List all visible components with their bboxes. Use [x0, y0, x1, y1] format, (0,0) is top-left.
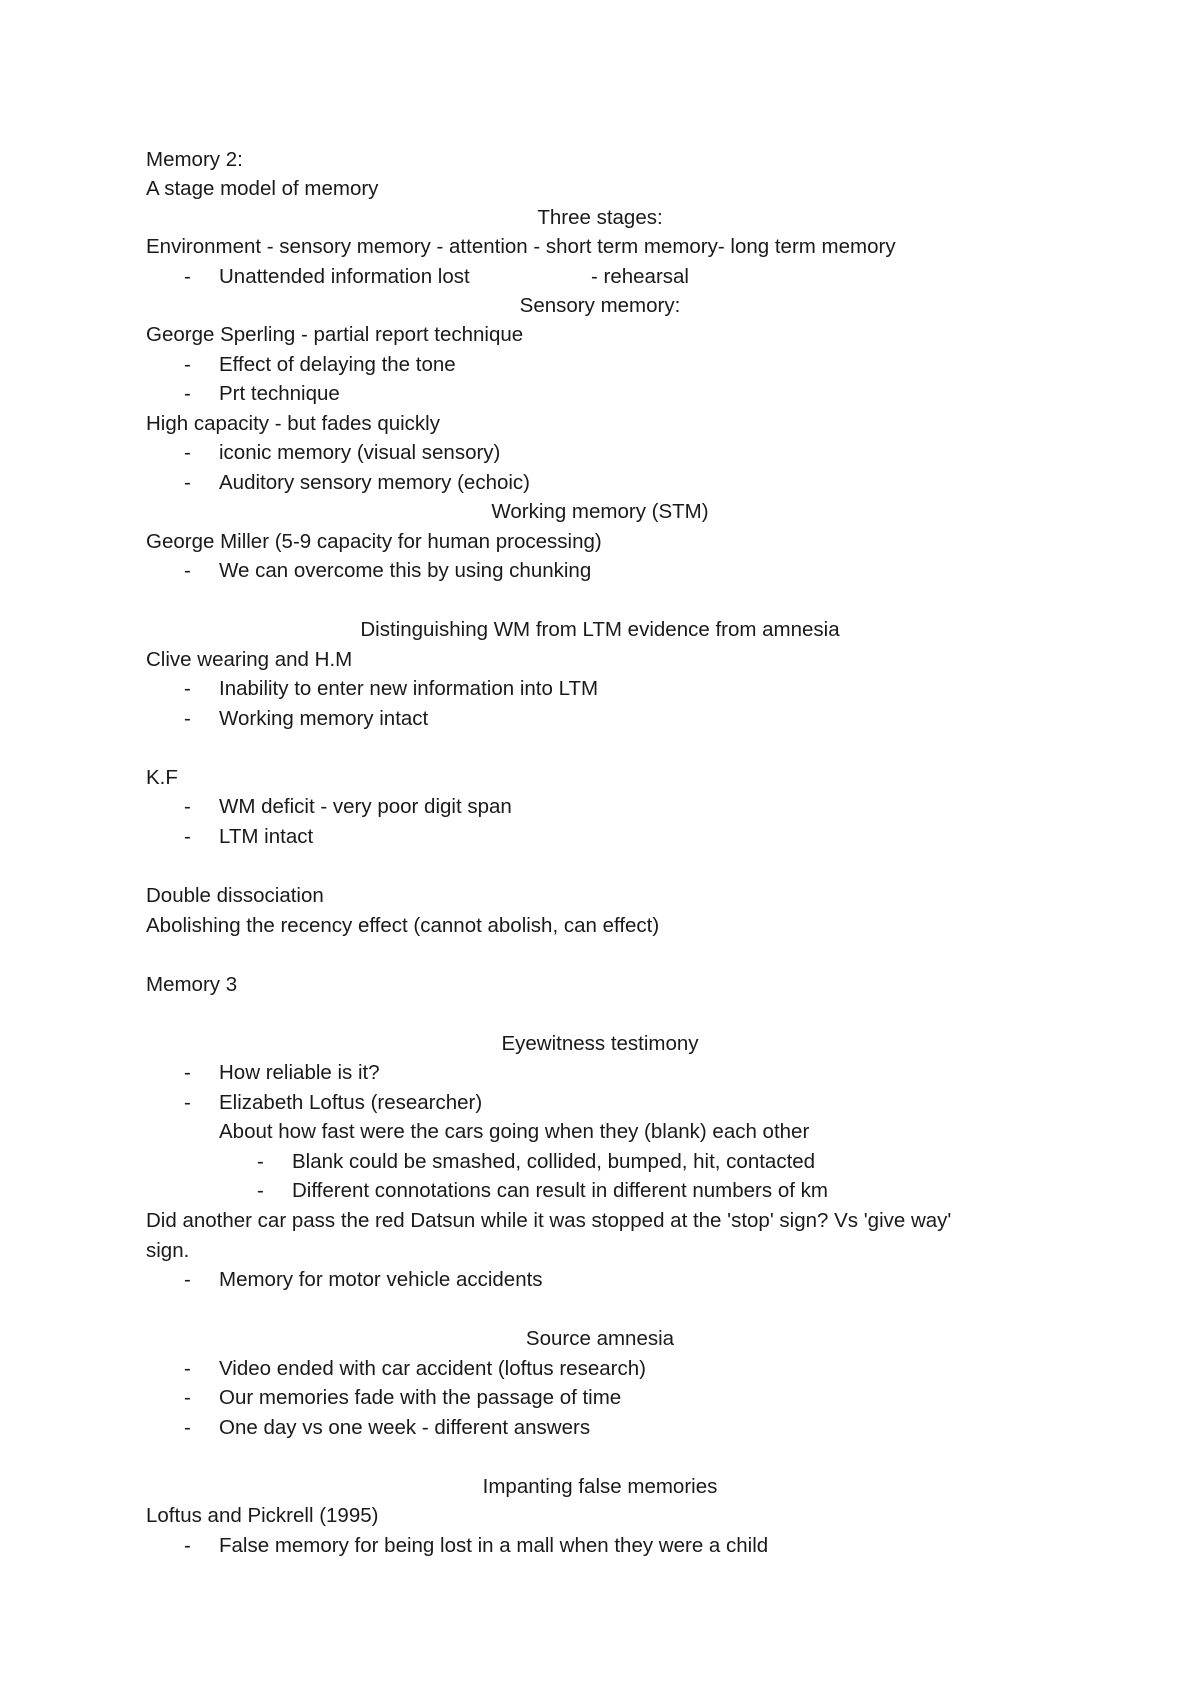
bullet-item-text: WM deficit - very poor digit span	[219, 795, 512, 818]
bullet-marker: -	[184, 471, 191, 494]
bullet-marker: -	[184, 441, 191, 464]
bullet-item-text: iconic memory (visual sensory)	[219, 441, 501, 464]
bullet-item-text: How reliable is it?	[219, 1061, 380, 1084]
bullet-item-text: Video ended with car accident (loftus research)	[219, 1357, 646, 1380]
bullet-item-text: Effect of delaying the tone	[219, 353, 456, 376]
bullet-marker: -	[184, 795, 191, 818]
text-line: George Sperling - partial report technique	[146, 323, 524, 346]
sub-bullet-marker: -	[257, 1179, 264, 1202]
section-heading: Distinguishing WM from LTM evidence from amnesia	[360, 618, 840, 641]
bullet-marker: -	[184, 677, 191, 700]
bullet-marker: -	[184, 1268, 191, 1291]
section-heading: Three stages:	[537, 206, 663, 229]
text-line: Loftus and Pickrell (1995)	[146, 1504, 379, 1527]
bullet-marker: -	[184, 1091, 191, 1114]
bullet-item-text: False memory for being lost in a mall when they were a child	[219, 1534, 769, 1557]
text-line: Memory 3	[146, 973, 238, 996]
text-line: A stage model of memory	[146, 177, 379, 200]
section-heading: Eyewitness testimony	[501, 1032, 699, 1055]
bullet-item-text: One day vs one week - different answers	[219, 1416, 591, 1439]
section-heading: Source amnesia	[525, 1327, 675, 1350]
text-line: sign.	[146, 1239, 190, 1262]
bullet-marker: -	[184, 1534, 191, 1557]
sub-bullet-item-text: Different connotations can result in different numbers of km	[292, 1179, 828, 1202]
text-line: George Miller (5-9 capacity for human processing)	[146, 530, 602, 553]
text-line: Did another car pass the red Datsun while it was stopped at the 'stop' sign? Vs 'give way'	[146, 1209, 952, 1232]
bullet-item-text: LTM intact	[219, 825, 314, 848]
bullet-item-text: Unattended information lost	[219, 265, 470, 288]
bullet-marker: -	[184, 707, 191, 730]
bullet-continuation-text: About how fast were the cars going when they (blank) each other	[219, 1120, 810, 1143]
bullet-marker: -	[184, 353, 191, 376]
bullet-marker: -	[184, 1386, 191, 1409]
bullet-item-text: Inability to enter new information into LTM	[219, 677, 599, 700]
text-line: Environment - sensory memory - attention - short term memory- long term memory	[146, 235, 896, 258]
bullet-marker: -	[184, 825, 191, 848]
bullet-marker: -	[184, 1357, 191, 1380]
bullet-item-text: Memory for motor vehicle accidents	[219, 1268, 543, 1291]
bullet-item-text: Auditory sensory memory (echoic)	[219, 471, 531, 494]
text-line: K.F	[146, 766, 178, 789]
text-line: Memory 2:	[146, 148, 243, 171]
text-line: Abolishing the recency effect (cannot abolish, can effect)	[146, 914, 660, 937]
bullet-marker: -	[184, 382, 191, 405]
text-line: Double dissociation	[146, 884, 324, 907]
bullet-item-text: Prt technique	[219, 382, 340, 405]
sub-bullet-item-text: Blank could be smashed, collided, bumped, hit, contacted	[292, 1150, 816, 1173]
bullet-item-text: Our memories fade with the passage of time	[219, 1386, 622, 1409]
bullet-marker: -	[184, 1061, 191, 1084]
bullet-item-text: Working memory intact	[219, 707, 429, 730]
section-heading: Sensory memory:	[519, 294, 681, 317]
bullet-marker: -	[184, 559, 191, 582]
bullet-item-text: Elizabeth Loftus (researcher)	[219, 1091, 483, 1114]
sub-bullet-marker: -	[257, 1150, 264, 1173]
section-heading: Working memory (STM)	[491, 500, 709, 523]
bullet-trailing-text: - rehearsal	[591, 265, 689, 288]
bullet-marker: -	[184, 1416, 191, 1439]
text-line: High capacity - but fades quickly	[146, 412, 440, 435]
section-heading: Impanting false memories	[482, 1475, 718, 1498]
bullet-marker: -	[184, 265, 191, 288]
text-line: Clive wearing and H.M	[146, 648, 353, 671]
bullet-item-text: We can overcome this by using chunking	[219, 559, 592, 582]
